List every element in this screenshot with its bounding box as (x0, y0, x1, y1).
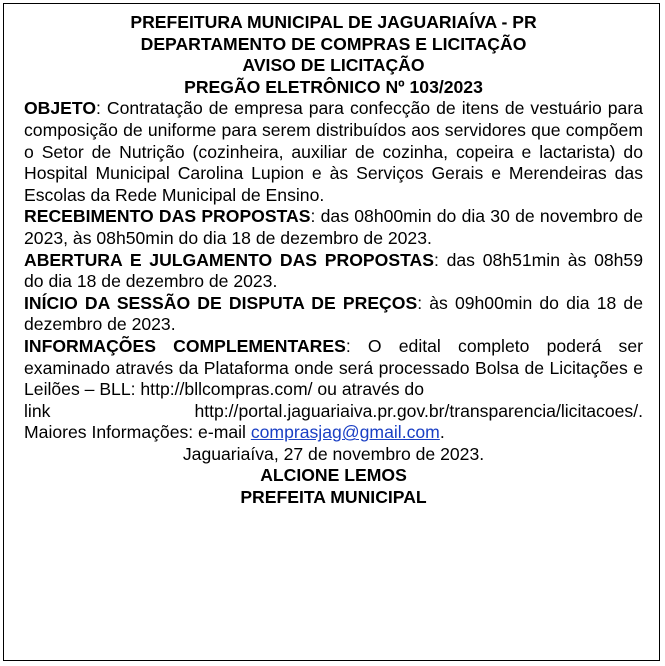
inicio-paragraph (24, 293, 643, 336)
recebimento-paragraph (24, 206, 643, 249)
email-link[interactable]: comprasjag@gmail.com (250, 422, 440, 443)
signer-role: PREFEITA MUNICIPAL (240, 487, 427, 508)
email-end: . (439, 422, 445, 443)
licitacao-notice (3, 3, 660, 661)
abertura-paragraph (24, 250, 643, 293)
signer-name: ALCIONE LEMOS (260, 465, 407, 486)
informacoes-label: INFORMAÇÕES COMPLEMENTARES (24, 335, 346, 356)
abertura-label: ABERTURA E JULGAMENTO DAS PROPOSTAS (24, 249, 434, 270)
informacoes-paragraph (24, 336, 643, 444)
maiores-line (24, 422, 643, 444)
recebimento-label: RECEBIMENTO DAS PROPOSTAS (24, 206, 311, 227)
link-line (24, 401, 643, 423)
recebimento-text: : das 08h00min do dia 30 de novembro de 2023, às 08h50min do dia 18 de dezembro de 2023. (24, 206, 643, 248)
header-line-1: PREFEITURA MUNICIPAL DE JAGUARIAÍVA - PR (130, 12, 537, 32)
header-line-4: PREGÃO ELETRÔNICO Nº 103/2023 (184, 76, 483, 97)
abertura-text: : das 08h51min às 08h59 do dia 18 de dezembro de 2023. (24, 249, 643, 292)
maiores-text: Maiores Informações: e-mail (24, 422, 251, 443)
objeto-label: OBJETO (24, 98, 97, 119)
header-line-3: AVISO DE LICITAÇÃO (242, 55, 425, 76)
footer (24, 444, 643, 509)
inicio-text: : às 09h00min do dia 18 de dezembro de 2023. (24, 292, 644, 335)
inicio-label: INÍCIO DA SESSÃO DE DISPUTA DE PREÇOS (24, 292, 418, 313)
header-line-2: DEPARTAMENTO DE COMPRAS E LICITAÇÃO (140, 33, 527, 54)
informacoes-text: : O edital completo poderá ser examinado através da Plataforma onde será processado Bolsa de Licitações e Leilões – BLL: http://bllcompras.com/ ou através do (24, 335, 643, 400)
header (24, 12, 643, 98)
link-word: link (24, 400, 51, 421)
objeto-text: : Contratação de empresa para confecção de itens de vestuário para composição de uniforme para serem distribuídos aos servidores que compõem o Setor de Nutrição (cozinheira, auxiliar de cozinha, copeira e lactarista) do Hospital Municipal Carolina Lupion e às Serviços Gerais e Merendeiras das Escolas da Rede Municipal de Ensino. (24, 98, 643, 205)
place-date: Jaguariaíva, 27 de novembro de 2023. (182, 443, 485, 464)
portal-url[interactable]: http://portal.jaguariaiva.pr.gov.br/transparencia/licitacoes/. (194, 400, 643, 421)
objeto-paragraph (24, 98, 643, 206)
